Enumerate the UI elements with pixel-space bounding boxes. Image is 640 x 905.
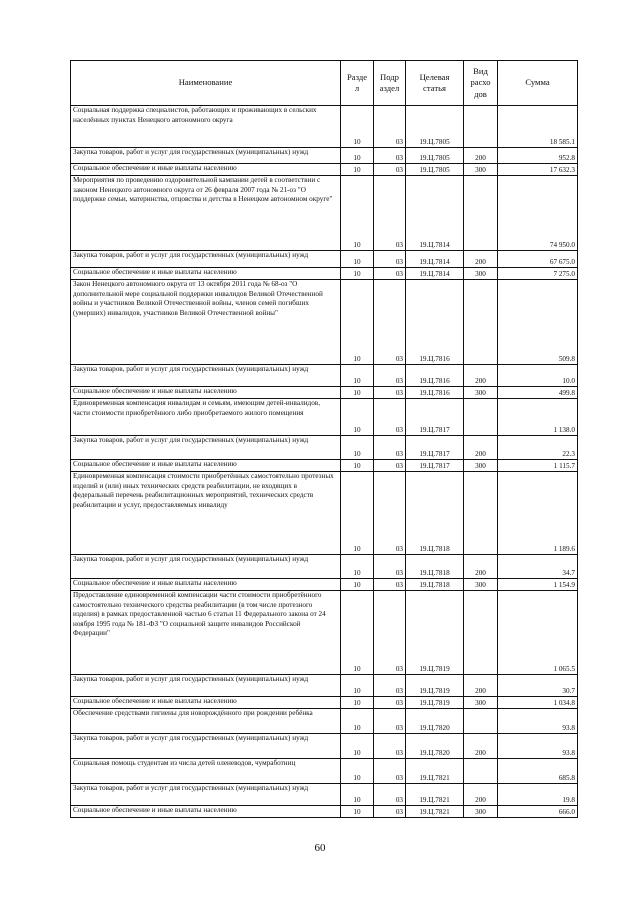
row-target: 19.Ц.7816 — [406, 280, 464, 365]
row-name: Обеспечение средствами гигиены для новорождённого при рождении ребёнка — [71, 709, 341, 734]
row-name: Закон Ненецкого автономного округа от 13 октября 2011 года № 68-оз "О дополнительной мере социальной поддержки инвалидов Великой Отечественной войны и участников Великой Отечественной войны, членов семей погибших (умерших) инвалидов, участников Великой Отечественной войны" — [71, 280, 341, 365]
row-expense-type: 200 — [464, 365, 498, 387]
row-expense-type: 300 — [464, 387, 498, 399]
row-subsection: 03 — [374, 148, 406, 164]
row-section: 10 — [341, 365, 374, 387]
row-section: 10 — [341, 675, 374, 697]
row-name: Закупка товаров, работ и услуг для государственных (муниципальных) нужд — [71, 734, 341, 759]
row-subsection: 03 — [374, 106, 406, 148]
row-amount: 93.8 — [498, 709, 578, 734]
table-row — [71, 251, 578, 268]
row-subsection: 03 — [374, 709, 406, 734]
row-target: 19.Ц.7814 — [406, 268, 464, 280]
row-target: 19.Ц.7820 — [406, 734, 464, 759]
row-expense-type: 200 — [464, 675, 498, 697]
row-expense-type — [464, 176, 498, 251]
header-expense-type: Вид расхо дов — [464, 61, 498, 106]
row-expense-type — [464, 591, 498, 675]
row-section: 10 — [341, 709, 374, 734]
row-section: 10 — [341, 436, 374, 460]
row-name: Социальное обеспечение и иные выплаты населению — [71, 387, 341, 399]
row-subsection: 03 — [374, 555, 406, 579]
row-target: 19.Ц.7805 — [406, 148, 464, 164]
row-section: 10 — [341, 460, 374, 472]
row-target: 19.Ц.7805 — [406, 106, 464, 148]
row-name: Социальная поддержка специалистов, работающих и проживающих в сельских населённых пунктах Ненецкого автономного округа — [71, 106, 341, 148]
budget-table — [70, 60, 578, 818]
row-subsection: 03 — [374, 164, 406, 176]
row-expense-type: 200 — [464, 148, 498, 164]
row-name: Закупка товаров, работ и услуг для государственных (муниципальных) нужд — [71, 365, 341, 387]
header-amount: Сумма — [498, 61, 578, 106]
row-target: 19.Ц.7820 — [406, 709, 464, 734]
row-amount: 18 585.1 — [498, 106, 578, 148]
row-expense-type: 200 — [464, 555, 498, 579]
row-section: 10 — [341, 268, 374, 280]
row-subsection: 03 — [374, 759, 406, 784]
row-amount: 10.0 — [498, 365, 578, 387]
table-row — [71, 106, 578, 148]
row-name: Закупка товаров, работ и услуг для государственных (муниципальных) нужд — [71, 784, 341, 806]
header-target: Целевая статья — [406, 61, 464, 106]
row-amount: 67 675.0 — [498, 251, 578, 268]
row-expense-type: 300 — [464, 164, 498, 176]
row-amount: 685.8 — [498, 759, 578, 784]
table-row — [71, 579, 578, 591]
table-row — [71, 806, 578, 818]
row-target: 19.Ц.7817 — [406, 436, 464, 460]
row-section: 10 — [341, 734, 374, 759]
row-expense-type: 200 — [464, 436, 498, 460]
row-subsection: 03 — [374, 591, 406, 675]
row-subsection: 03 — [374, 579, 406, 591]
row-amount: 30.7 — [498, 675, 578, 697]
row-expense-type — [464, 106, 498, 148]
row-target: 19.Ц.7816 — [406, 365, 464, 387]
row-section: 10 — [341, 784, 374, 806]
row-section: 10 — [341, 472, 374, 555]
row-section: 10 — [341, 579, 374, 591]
table-row — [71, 591, 578, 675]
row-expense-type: 200 — [464, 734, 498, 759]
row-amount: 34.7 — [498, 555, 578, 579]
table-header-row — [71, 61, 578, 106]
row-section: 10 — [341, 280, 374, 365]
row-amount: 499.8 — [498, 387, 578, 399]
table-row — [71, 697, 578, 709]
row-name: Социальное обеспечение и иные выплаты населению — [71, 806, 341, 818]
row-name: Социальное обеспечение и иные выплаты населению — [71, 460, 341, 472]
table-row — [71, 399, 578, 436]
row-amount: 1 189.6 — [498, 472, 578, 555]
row-expense-type: 300 — [464, 806, 498, 818]
row-name: Закупка товаров, работ и услуг для государственных (муниципальных) нужд — [71, 555, 341, 579]
row-amount: 1 065.5 — [498, 591, 578, 675]
row-section: 10 — [341, 148, 374, 164]
row-name: Единовременная компенсация инвалидам и семьям, имеющим детей-инвалидов, части стоимости приобретённого либо приобретаемого жилого помещения — [71, 399, 341, 436]
row-subsection: 03 — [374, 176, 406, 251]
row-subsection: 03 — [374, 675, 406, 697]
row-section: 10 — [341, 591, 374, 675]
row-target: 19.Ц.7819 — [406, 591, 464, 675]
row-name: Социальное обеспечение и иные выплаты населению — [71, 164, 341, 176]
row-amount: 74 950.0 — [498, 176, 578, 251]
row-subsection: 03 — [374, 460, 406, 472]
row-section: 10 — [341, 697, 374, 709]
header-section: Разде л — [341, 61, 374, 106]
row-amount: 509.8 — [498, 280, 578, 365]
row-target: 19.Ц.7819 — [406, 697, 464, 709]
row-target: 19.Ц.7818 — [406, 555, 464, 579]
row-target: 19.Ц.7821 — [406, 806, 464, 818]
row-subsection: 03 — [374, 268, 406, 280]
row-subsection: 03 — [374, 280, 406, 365]
row-subsection: 03 — [374, 697, 406, 709]
row-target: 19.Ц.7818 — [406, 472, 464, 555]
table-body — [71, 106, 578, 818]
header-name: Наименование — [71, 61, 341, 106]
budget-sheet — [70, 60, 577, 818]
row-name: Закупка товаров, работ и услуг для государственных (муниципальных) нужд — [71, 675, 341, 697]
row-amount: 952.8 — [498, 148, 578, 164]
table-row — [71, 280, 578, 365]
row-subsection: 03 — [374, 399, 406, 436]
row-section: 10 — [341, 251, 374, 268]
row-amount: 93.8 — [498, 734, 578, 759]
row-name: Закупка товаров, работ и услуг для государственных (муниципальных) нужд — [71, 148, 341, 164]
row-name: Единовременная компенсация стоимости приобретённых самостоятельно протезных изделий и (или) иных технических средств реабилитации, не входящих в федеральный перечень реабилитационных мероприятий, технических средств реабилитации и услуг, предоставляемых инвалиду — [71, 472, 341, 555]
table-row — [71, 460, 578, 472]
row-target: 19.Ц.7821 — [406, 784, 464, 806]
row-target: 19.Ц.7817 — [406, 460, 464, 472]
row-expense-type: 300 — [464, 460, 498, 472]
table-row — [71, 365, 578, 387]
table-row — [71, 148, 578, 164]
row-section: 10 — [341, 759, 374, 784]
row-subsection: 03 — [374, 436, 406, 460]
row-section: 10 — [341, 806, 374, 818]
row-target: 19.Ц.7814 — [406, 251, 464, 268]
page-number: 60 — [314, 842, 326, 854]
table-row — [71, 164, 578, 176]
row-expense-type: 200 — [464, 251, 498, 268]
row-target: 19.Ц.7821 — [406, 759, 464, 784]
row-name: Закупка товаров, работ и услуг для государственных (муниципальных) нужд — [71, 436, 341, 460]
row-name: Закупка товаров, работ и услуг для государственных (муниципальных) нужд — [71, 251, 341, 268]
table-row — [71, 709, 578, 734]
row-subsection: 03 — [374, 251, 406, 268]
row-target: 19.Ц.7814 — [406, 176, 464, 251]
row-subsection: 03 — [374, 734, 406, 759]
table-row — [71, 472, 578, 555]
table-row — [71, 555, 578, 579]
table-row — [71, 784, 578, 806]
row-subsection: 03 — [374, 784, 406, 806]
row-subsection: 03 — [374, 806, 406, 818]
row-subsection: 03 — [374, 387, 406, 399]
row-target: 19.Ц.7818 — [406, 579, 464, 591]
table-row — [71, 436, 578, 460]
row-target: 19.Ц.7817 — [406, 399, 464, 436]
row-amount: 7 275.0 — [498, 268, 578, 280]
row-amount: 17 632.3 — [498, 164, 578, 176]
table-row — [71, 734, 578, 759]
row-target: 19.Ц.7805 — [406, 164, 464, 176]
row-amount: 1 034.8 — [498, 697, 578, 709]
row-amount: 666.0 — [498, 806, 578, 818]
row-subsection: 03 — [374, 472, 406, 555]
row-name: Социальное обеспечение и иные выплаты населению — [71, 268, 341, 280]
row-name: Социальное обеспечение и иные выплаты населению — [71, 697, 341, 709]
row-expense-type: 300 — [464, 697, 498, 709]
row-expense-type: 300 — [464, 579, 498, 591]
header-subsection: Подр аздел — [374, 61, 406, 106]
table-row — [71, 268, 578, 280]
table-row — [71, 675, 578, 697]
row-amount: 1 154.9 — [498, 579, 578, 591]
row-amount: 1 138.0 — [498, 399, 578, 436]
row-amount: 1 115.7 — [498, 460, 578, 472]
row-section: 10 — [341, 106, 374, 148]
row-amount: 19.8 — [498, 784, 578, 806]
row-expense-type: 200 — [464, 784, 498, 806]
row-name: Мероприятия по проведению оздоровительной кампании детей в соответствии с законом Ненецкого автономного округа от 26 февраля 2007 года № 21-оз "О поддержке семьи, материнства, отцовства и детства в Ненецком автономном округе" — [71, 176, 341, 251]
row-expense-type — [464, 759, 498, 784]
row-subsection: 03 — [374, 365, 406, 387]
row-expense-type — [464, 472, 498, 555]
row-section: 10 — [341, 176, 374, 251]
row-expense-type — [464, 280, 498, 365]
row-target: 19.Ц.7819 — [406, 675, 464, 697]
row-amount: 22.3 — [498, 436, 578, 460]
row-expense-type — [464, 709, 498, 734]
row-section: 10 — [341, 399, 374, 436]
table-row — [71, 759, 578, 784]
row-section: 10 — [341, 555, 374, 579]
row-name: Социальное обеспечение и иные выплаты населению — [71, 579, 341, 591]
table-row — [71, 176, 578, 251]
row-section: 10 — [341, 164, 374, 176]
row-target: 19.Ц.7816 — [406, 387, 464, 399]
table-row — [71, 387, 578, 399]
row-name: Социальная помощь студентам из числа детей оленеводов, чумработниц — [71, 759, 341, 784]
row-section: 10 — [341, 387, 374, 399]
row-expense-type — [464, 399, 498, 436]
row-expense-type: 300 — [464, 268, 498, 280]
row-name: Предоставление единовременной компенсации части стоимости приобретённого самостоятельно технического средства реабилитации (в том числе протезного изделия) в рамках предоставленной частью 6 статьи 11 Федерального закона от 24 ноября 1995 года № 181-ФЗ "О социальной защите инвалидов Российской Федерации" — [71, 591, 341, 675]
